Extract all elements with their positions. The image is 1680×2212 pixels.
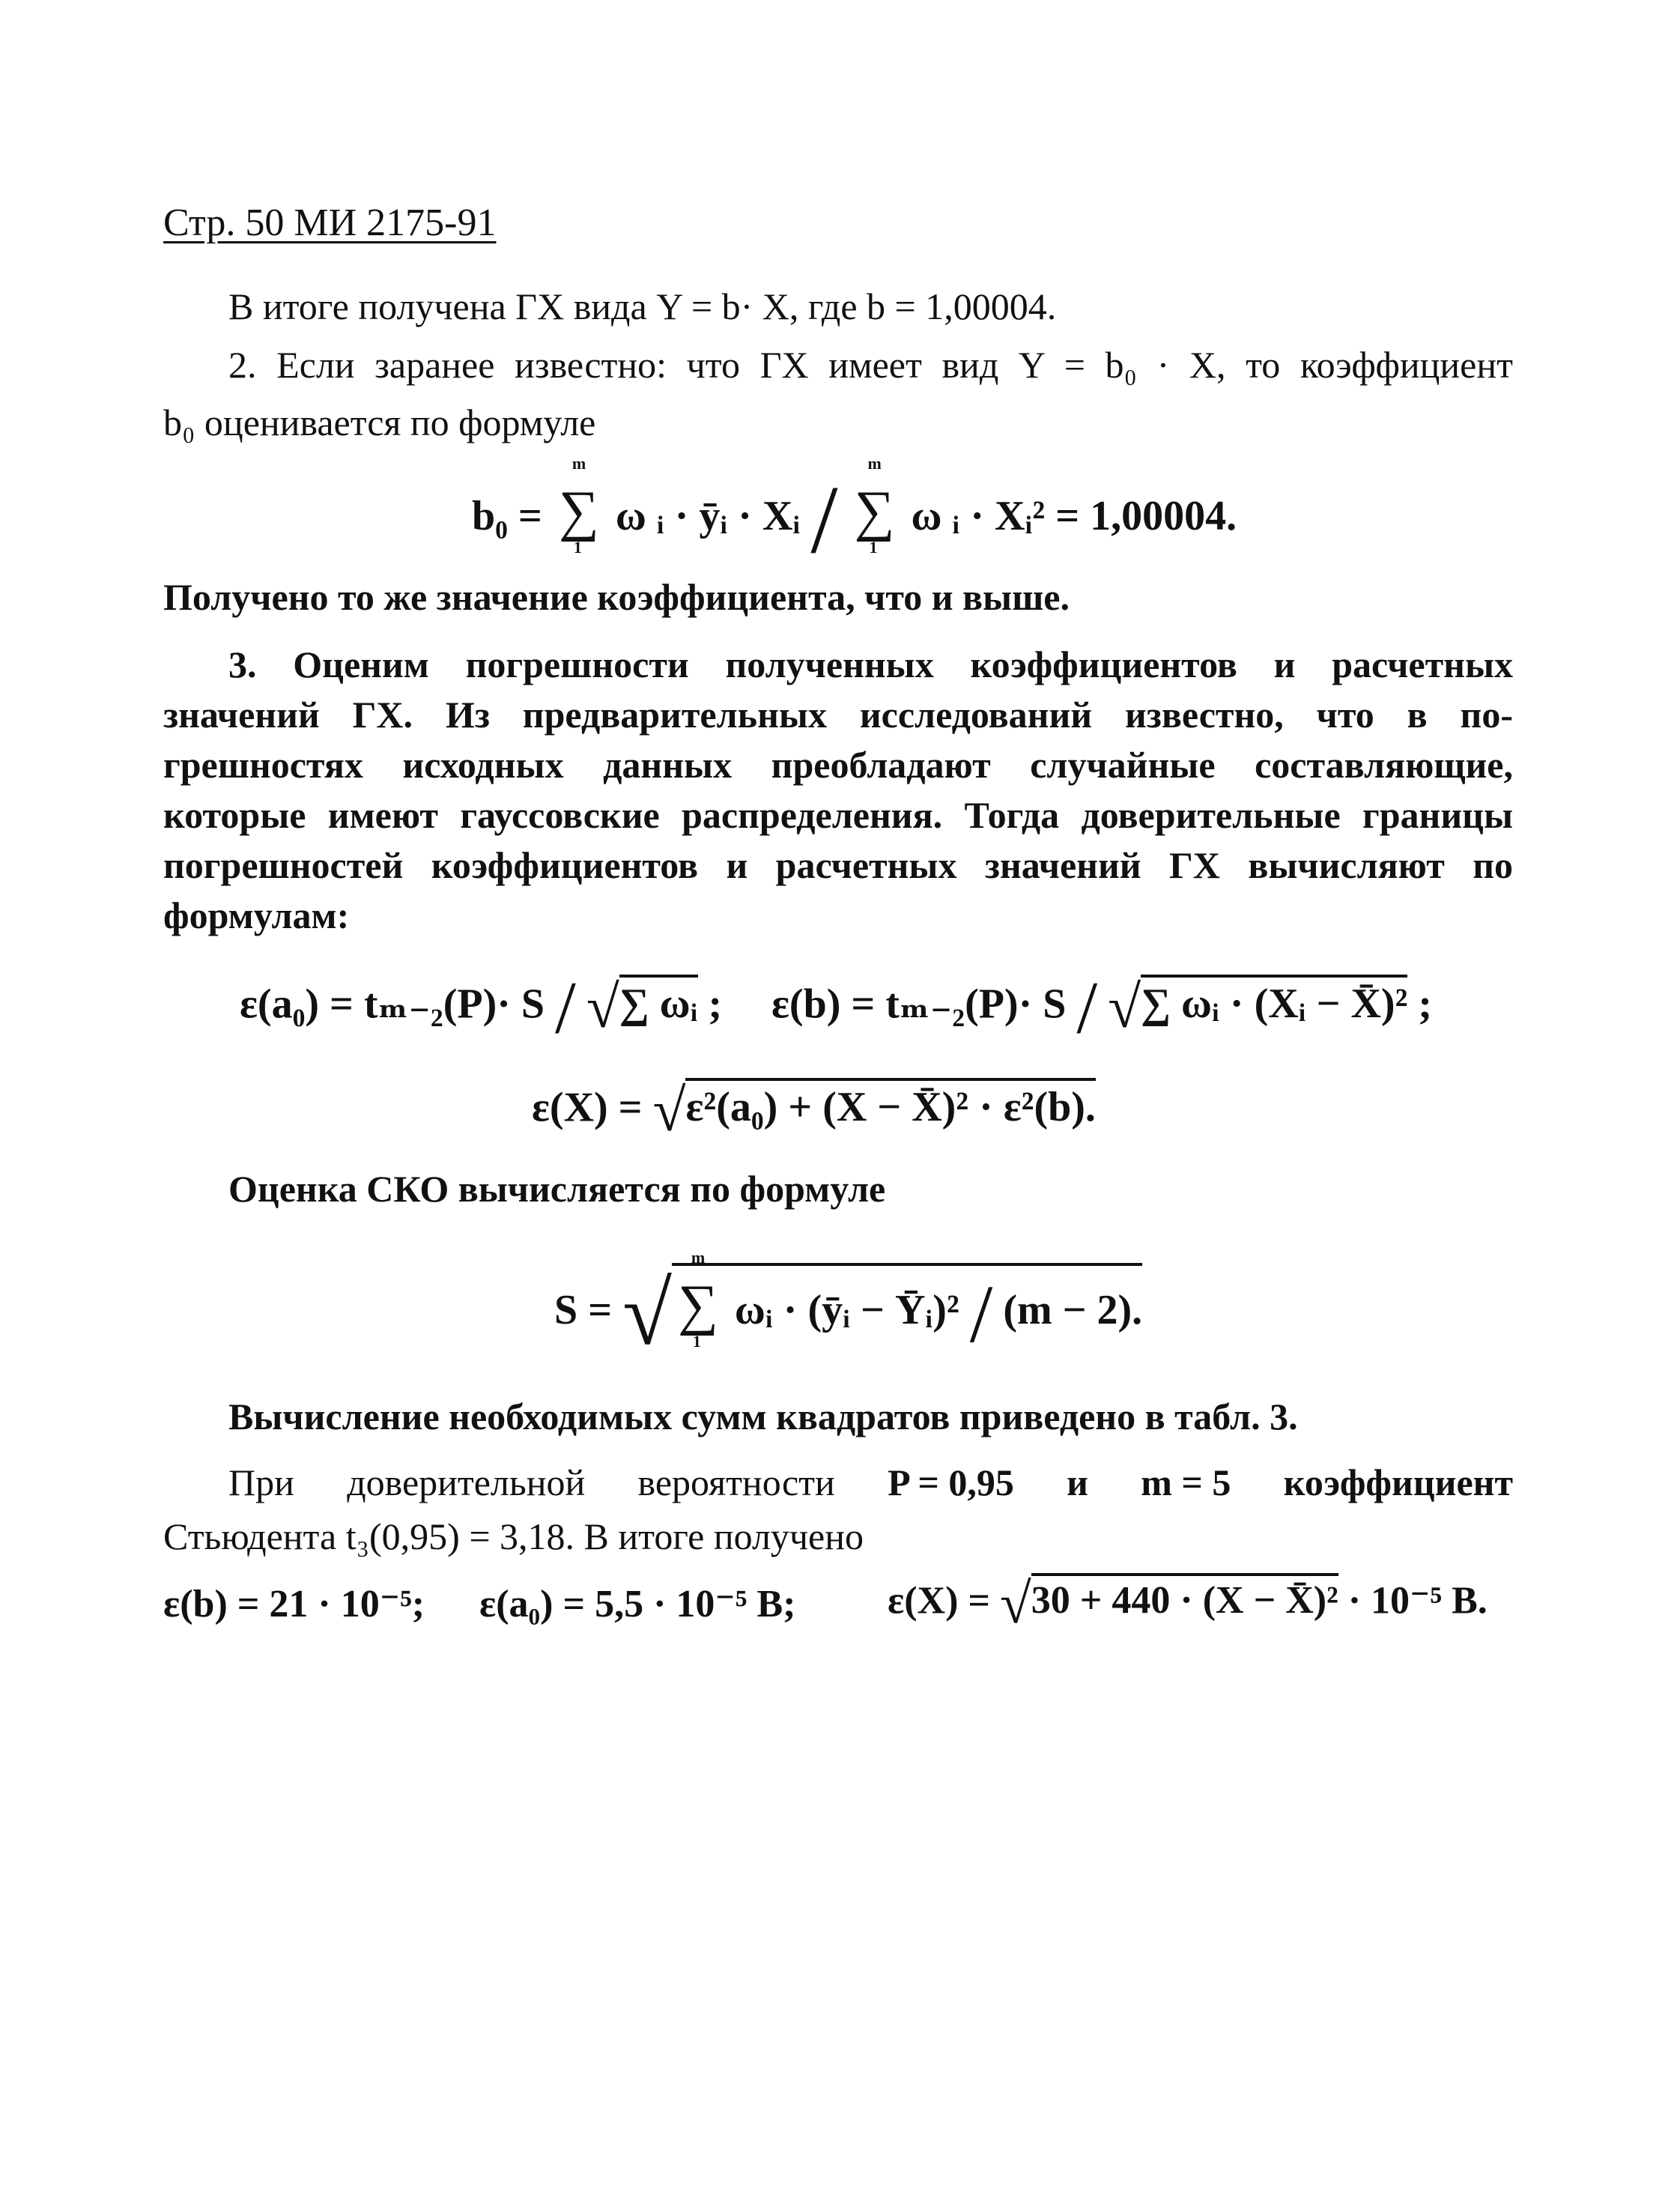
formula-eps-b-radicand: ∑ ωᵢ · (Xᵢ − X̄)² [1141, 975, 1407, 1027]
paragraph-2-line-1: 2. Если заранее известно: что ГХ имеет вид Y = b₀ · X, то коэффициент [228, 344, 1513, 386]
sum-upper-limit: m [571, 454, 586, 473]
paragraph-sko: Оценка СКО вычисляется по формуле [228, 1168, 886, 1210]
formula-s-radicand [672, 1247, 1143, 1360]
paragraph-4-line-5: погрешностей коэффициентов и расчетных значений ГХ вычисляют по [163, 844, 1513, 886]
paragraph-4-line-6: формулам: [163, 894, 350, 936]
paragraph-4-line-1: 3. Оценим погрешности полученных коэффициентов и расчетных [228, 643, 1513, 685]
formula-eps-a0-lhs: ε(a₀) = tₘ₋₂(P)· S [240, 981, 545, 1028]
sqrt-sign: √ [622, 1264, 672, 1363]
paragraph-table-reference: Вычисление необходимых сумм квадратов приведено в табл. 3. [228, 1396, 1298, 1437]
formula-eps-a0 [240, 966, 723, 1049]
result-eps-x-tail: · 10⁻⁵ В. [1347, 1579, 1488, 1622]
sum-operator-3: ∑ m 1 [677, 1247, 718, 1351]
result-eps-b: ε(b) = 21 · 10⁻⁵; [163, 1583, 425, 1625]
fraction-slash: / [810, 466, 838, 575]
result-eps-x-radicand: 30 + 440 · (X − X̄)² [1031, 1573, 1338, 1622]
result-eps-x-lhs: ε(X) = [888, 1579, 991, 1622]
word: При [228, 1461, 294, 1503]
formula-b0-denominator: ω ᵢ · Xᵢ² [911, 493, 1046, 539]
sum-lower-limit: 1 [692, 1331, 701, 1351]
formula-eps-a0-radicand: ∑ ωᵢ [619, 975, 698, 1027]
sqrt-sign: √ [1108, 975, 1141, 1040]
paragraph-result-gx: В итоге получена ГХ вида Y = b· X, где b = 1,00004. [228, 285, 1057, 327]
fraction-slash: / [969, 1268, 993, 1360]
formula-eps-b-lhs: ε(b) = tₘ₋₂(P)· S [771, 981, 1067, 1028]
sqrt-sign: √ [1000, 1572, 1031, 1635]
formula-s-denominator: (m − 2). [1003, 1286, 1143, 1333]
result-eps-x [888, 1572, 1488, 1637]
page-header: Стр. 50 МИ 2175-91 [163, 201, 497, 244]
m-value: m = 5 [1141, 1461, 1231, 1503]
paragraph-2-line-2: b₀ оценивается по формуле [163, 402, 596, 443]
sum-lower-limit: 1 [573, 538, 582, 557]
sum-upper-limit: m [867, 454, 882, 473]
paragraph-7-line-1 [228, 1461, 1513, 1504]
separator-semicolon: ; [1418, 981, 1433, 1028]
word: вероятности [637, 1461, 835, 1503]
sqrt-sign: √ [586, 975, 619, 1040]
formula-eps-x-lhs: ε(X) = [532, 1084, 643, 1131]
paragraph-4-line-2: значений ГХ. Из предварительных исследований известно, что в по- [163, 694, 1513, 736]
formula-b0-lhs: b₀ = [472, 493, 542, 539]
paragraph-same-value: Получено то же значение коэффициента, что и выше. [163, 576, 1070, 618]
formula-eps-x-radicand: ε²(a₀) + (X − X̄)² · ε²(b). [685, 1078, 1095, 1130]
paragraph-4-line-4: которые имеют гауссовские распределения. Тогда доверительные границы [163, 794, 1513, 836]
formula-eps-x [532, 1077, 1096, 1145]
fraction-slash: / [1076, 966, 1098, 1049]
word: доверительной [347, 1461, 586, 1503]
separator-semicolon: ; [708, 981, 723, 1028]
paragraph-7-line-2: Стьюдента t₃(0,95) = 3,18. В итоге получено [163, 1515, 864, 1557]
formula-s [554, 1247, 1143, 1366]
paragraph-4-line-3: грешностях исходных данных преобладают случайные составляющие, [163, 744, 1513, 786]
formula-b0 [472, 454, 1237, 575]
word: и [1067, 1461, 1088, 1503]
probability-value: P = 0,95 [888, 1461, 1014, 1503]
sum-operator-1: ∑ m 1 [558, 454, 599, 557]
fraction-slash: / [555, 966, 576, 1049]
sum-upper-limit: m [691, 1247, 706, 1267]
sqrt-sign: √ [652, 1078, 686, 1144]
formula-s-lhs: S = [554, 1286, 613, 1333]
sum-lower-limit: 1 [869, 538, 878, 557]
result-eps-a0: ε(a₀) = 5,5 · 10⁻⁵ В; [479, 1583, 796, 1625]
formula-b0-rhs: = 1,00004. [1055, 493, 1237, 539]
formula-b0-numerator: ω ᵢ · ȳᵢ · Xᵢ [615, 493, 801, 539]
formula-eps-b [771, 966, 1433, 1049]
word: коэффициент [1283, 1461, 1513, 1503]
sum-operator-2: ∑ m 1 [854, 454, 895, 557]
formula-s-numerator: ωᵢ · (ȳᵢ − Ȳᵢ)² [734, 1286, 959, 1333]
